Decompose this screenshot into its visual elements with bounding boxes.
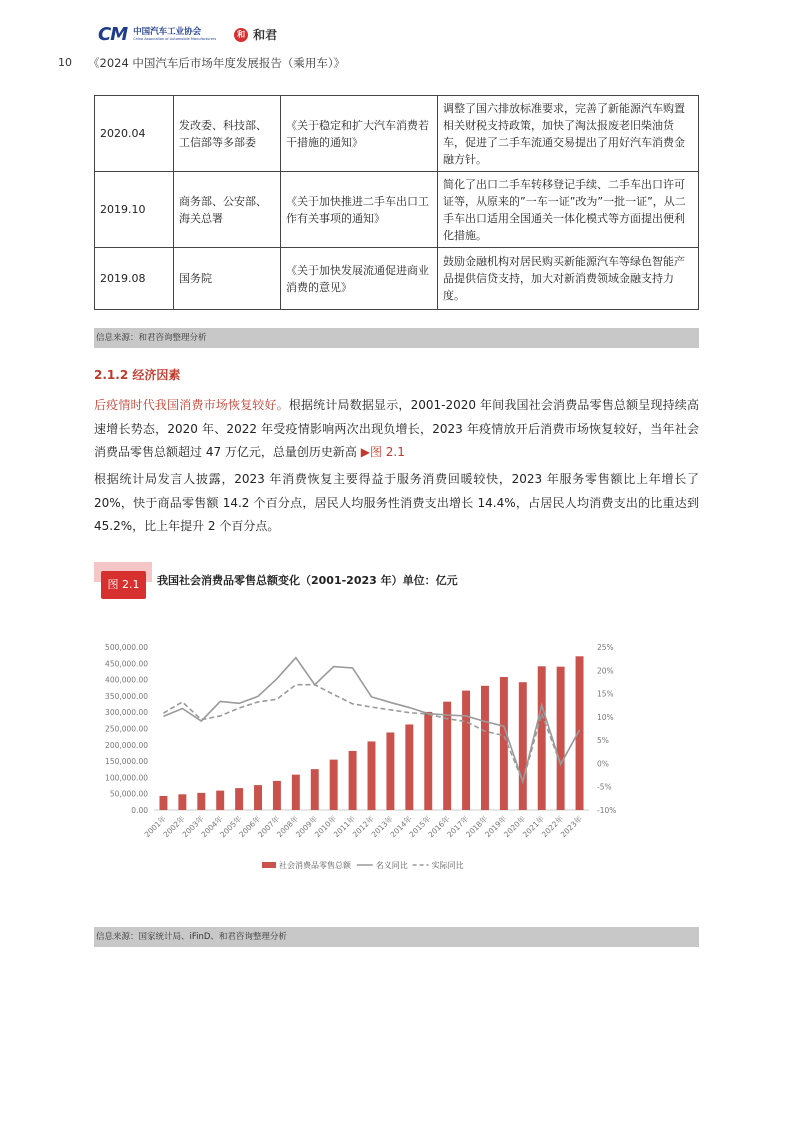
x-tick-label: 2019年 (483, 814, 509, 840)
x-tick-label: 2013年 (369, 814, 395, 840)
table-cell-content: 简化了出口二手车转移登记手续、二手车出口许可证等，从原来的”一车一证”改为”一批一证”，从二手车出口适用全国通关一体化模式等方面提出便利化措施。 (438, 172, 699, 248)
x-tick-label: 2017年 (445, 814, 471, 840)
table-row (95, 248, 699, 310)
x-tick-label: 2023年 (558, 814, 584, 840)
chart-bar (159, 796, 167, 810)
x-tick-label: 2022年 (539, 814, 566, 840)
chart-bar (386, 732, 394, 810)
table-cell-content: 鼓励金融机构对居民购买新能源汽车等绿色智能产品提供信贷支持，加大对新消费领域金融支持力度。 (438, 248, 699, 310)
y-right-tick-label: 10% (597, 712, 614, 722)
figure-reference-link[interactable]: ▶图 2.1 (360, 445, 405, 459)
cam-name-en: China Association of Automobile Manufacturers (133, 36, 217, 41)
cam-name-cn: 中国汽车工业协会 (133, 27, 202, 37)
paragraph-2: 根据统计局发言人披露，2023 年消费恢复主要得益于服务消费回暖较快，2023 年服务零售额比上年增长了 20%，快于商品零售额 14.2 个百分点，居民人均服务性消费支出增长 14.4%，占居民人均消费支出的比重达到 45.2%，比上年提升 2 个百分点。 (94, 472, 699, 533)
paragraph-1-lead: 后疫情时代我国消费市场恢复较好。 (94, 398, 289, 412)
x-tick-label: 2014年 (388, 814, 414, 840)
hejun-logo-icon: 和 (234, 28, 248, 42)
chart-bar (292, 775, 300, 810)
figure-title: 我国社会消费品零售总额变化（2001-2023 年）单位：亿元 (157, 574, 458, 587)
chart-bar (557, 667, 565, 810)
x-tick-label: 2010年 (312, 814, 339, 840)
y-right-tick-label: 20% (597, 666, 614, 676)
y-left-tick-label: 200,000.00 (105, 740, 148, 750)
x-tick-label: 2007年 (256, 814, 282, 840)
chart-bar (576, 656, 584, 810)
legend-label: 实际同比 (431, 861, 464, 870)
chart-bar (481, 686, 489, 810)
chart-bar (197, 793, 205, 810)
x-tick-label: 2016年 (426, 814, 452, 840)
chart-bar (405, 724, 413, 810)
chart-bar (216, 791, 224, 810)
table-source-text: 信息来源：和君咨询整理分析 (96, 333, 207, 343)
header-logos (98, 24, 277, 45)
chart-bar (178, 794, 186, 810)
x-tick-label: 2001年 (142, 814, 168, 840)
cam-logo-text (133, 28, 216, 41)
table-cell-date: 2019.08 (95, 248, 174, 310)
x-tick-label: 2004年 (199, 814, 225, 840)
y-right-tick-label: 5% (597, 736, 609, 746)
retail-sales-chart (94, 625, 699, 885)
chart-bar (349, 751, 357, 810)
table-cell-content: 调整了国六排放标准要求，完善了新能源汽车购置相关财税支持政策，加快了淘汰报废老旧柴油货车，促进了二手车流通交易提出了用好汽车消费金融方针。 (438, 96, 699, 172)
x-tick-label: 2011年 (331, 814, 358, 840)
chart-bar (500, 677, 508, 810)
chart-bar (538, 666, 546, 810)
y-left-tick-label: 250,000.00 (105, 724, 148, 734)
chart-bar (368, 741, 376, 810)
chart-bar (330, 760, 338, 810)
y-left-tick-label: 500,000.00 (105, 643, 148, 652)
chart-bar (235, 788, 243, 810)
x-tick-label: 2018年 (464, 814, 490, 840)
report-title: 《2024 中国汽车后市场年度发展报告（乘用车）》 (88, 56, 346, 70)
table-cell-org: 发改委、科技部、工信部等多部委 (174, 96, 281, 172)
y-left-tick-label: 100,000.00 (105, 773, 148, 783)
x-tick-label: 2005年 (218, 814, 244, 840)
page-number: 10 (58, 56, 72, 69)
y-left-tick-label: 350,000.00 (105, 691, 148, 701)
x-tick-label: 2021年 (520, 814, 547, 840)
chart-bar (462, 691, 470, 810)
chart-bar (273, 781, 281, 810)
chart-bar (519, 682, 527, 810)
y-left-tick-label: 0.00 (131, 806, 148, 815)
y-left-tick-label: 50,000.00 (109, 789, 148, 799)
y-right-tick-label: 15% (597, 689, 614, 699)
chart-bar (311, 769, 319, 810)
x-tick-label: 2002年 (161, 814, 187, 840)
x-tick-label: 2003年 (180, 814, 206, 840)
x-tick-label: 2008年 (275, 814, 301, 840)
table-cell-org: 国务院 (174, 248, 281, 310)
hejun-name: 和君 (253, 28, 278, 42)
y-left-tick-label: 150,000.00 (105, 757, 148, 767)
y-right-tick-label: 25% (597, 643, 614, 652)
y-right-tick-label: -10% (597, 806, 617, 815)
legend-swatch-bar (262, 862, 276, 868)
legend-label: 名义同比 (375, 861, 408, 870)
table-row (95, 96, 699, 172)
legend-label: 社会消费品零售总额 (279, 861, 351, 870)
x-tick-label: 2020年 (502, 814, 528, 840)
chart-bar (424, 712, 432, 810)
table-source-bar (94, 328, 699, 348)
paragraph-1-body: 根据统计局数据显示，2001-2020 年间我国社会消费品零售总额呈现持续高速增长势态，2020 年、2022 年受疫情影响两次出现负增长，2023 年疫情放开后消费市场恢复较好，当年社会消费品零售总额超过 47 万亿元，总量创历史新高 (94, 398, 699, 459)
table-cell-doc: 《关于稳定和扩大汽车消费若干措施的通知》 (281, 96, 438, 172)
chart-bar (254, 785, 262, 810)
y-left-tick-label: 450,000.00 (105, 659, 148, 669)
figure-label: 图 2.1 (101, 571, 146, 599)
x-tick-label: 2009年 (294, 814, 320, 840)
x-tick-label: 2006年 (237, 814, 263, 840)
y-left-tick-label: 400,000.00 (105, 675, 148, 685)
hejun-logo (234, 26, 277, 43)
table-cell-doc: 《关于加快发展流通促进商业消费的意见》 (281, 248, 438, 310)
chart-source-text: 信息来源：国家统计局、iFinD、和君咨询整理分析 (96, 932, 287, 942)
y-left-tick-label: 300,000.00 (105, 708, 148, 718)
y-right-tick-label: 0% (597, 759, 609, 769)
chart-source-bar (94, 927, 699, 947)
section-heading: 2.1.2 经济因素 (94, 368, 181, 382)
table-cell-doc: 《关于加快推进二手车出口工作有关事项的通知》 (281, 172, 438, 248)
x-tick-label: 2012年 (350, 814, 376, 840)
table-cell-date: 2019.10 (95, 172, 174, 248)
x-tick-label: 2015年 (407, 814, 433, 840)
table-row (95, 172, 699, 248)
policy-table (94, 95, 699, 310)
cam-logo-icon: CM (98, 24, 128, 45)
paragraph-1 (94, 394, 699, 465)
y-right-tick-label: -5% (597, 782, 612, 792)
table-cell-org: 商务部、公安部、海关总署 (174, 172, 281, 248)
table-cell-date: 2020.04 (95, 96, 174, 172)
